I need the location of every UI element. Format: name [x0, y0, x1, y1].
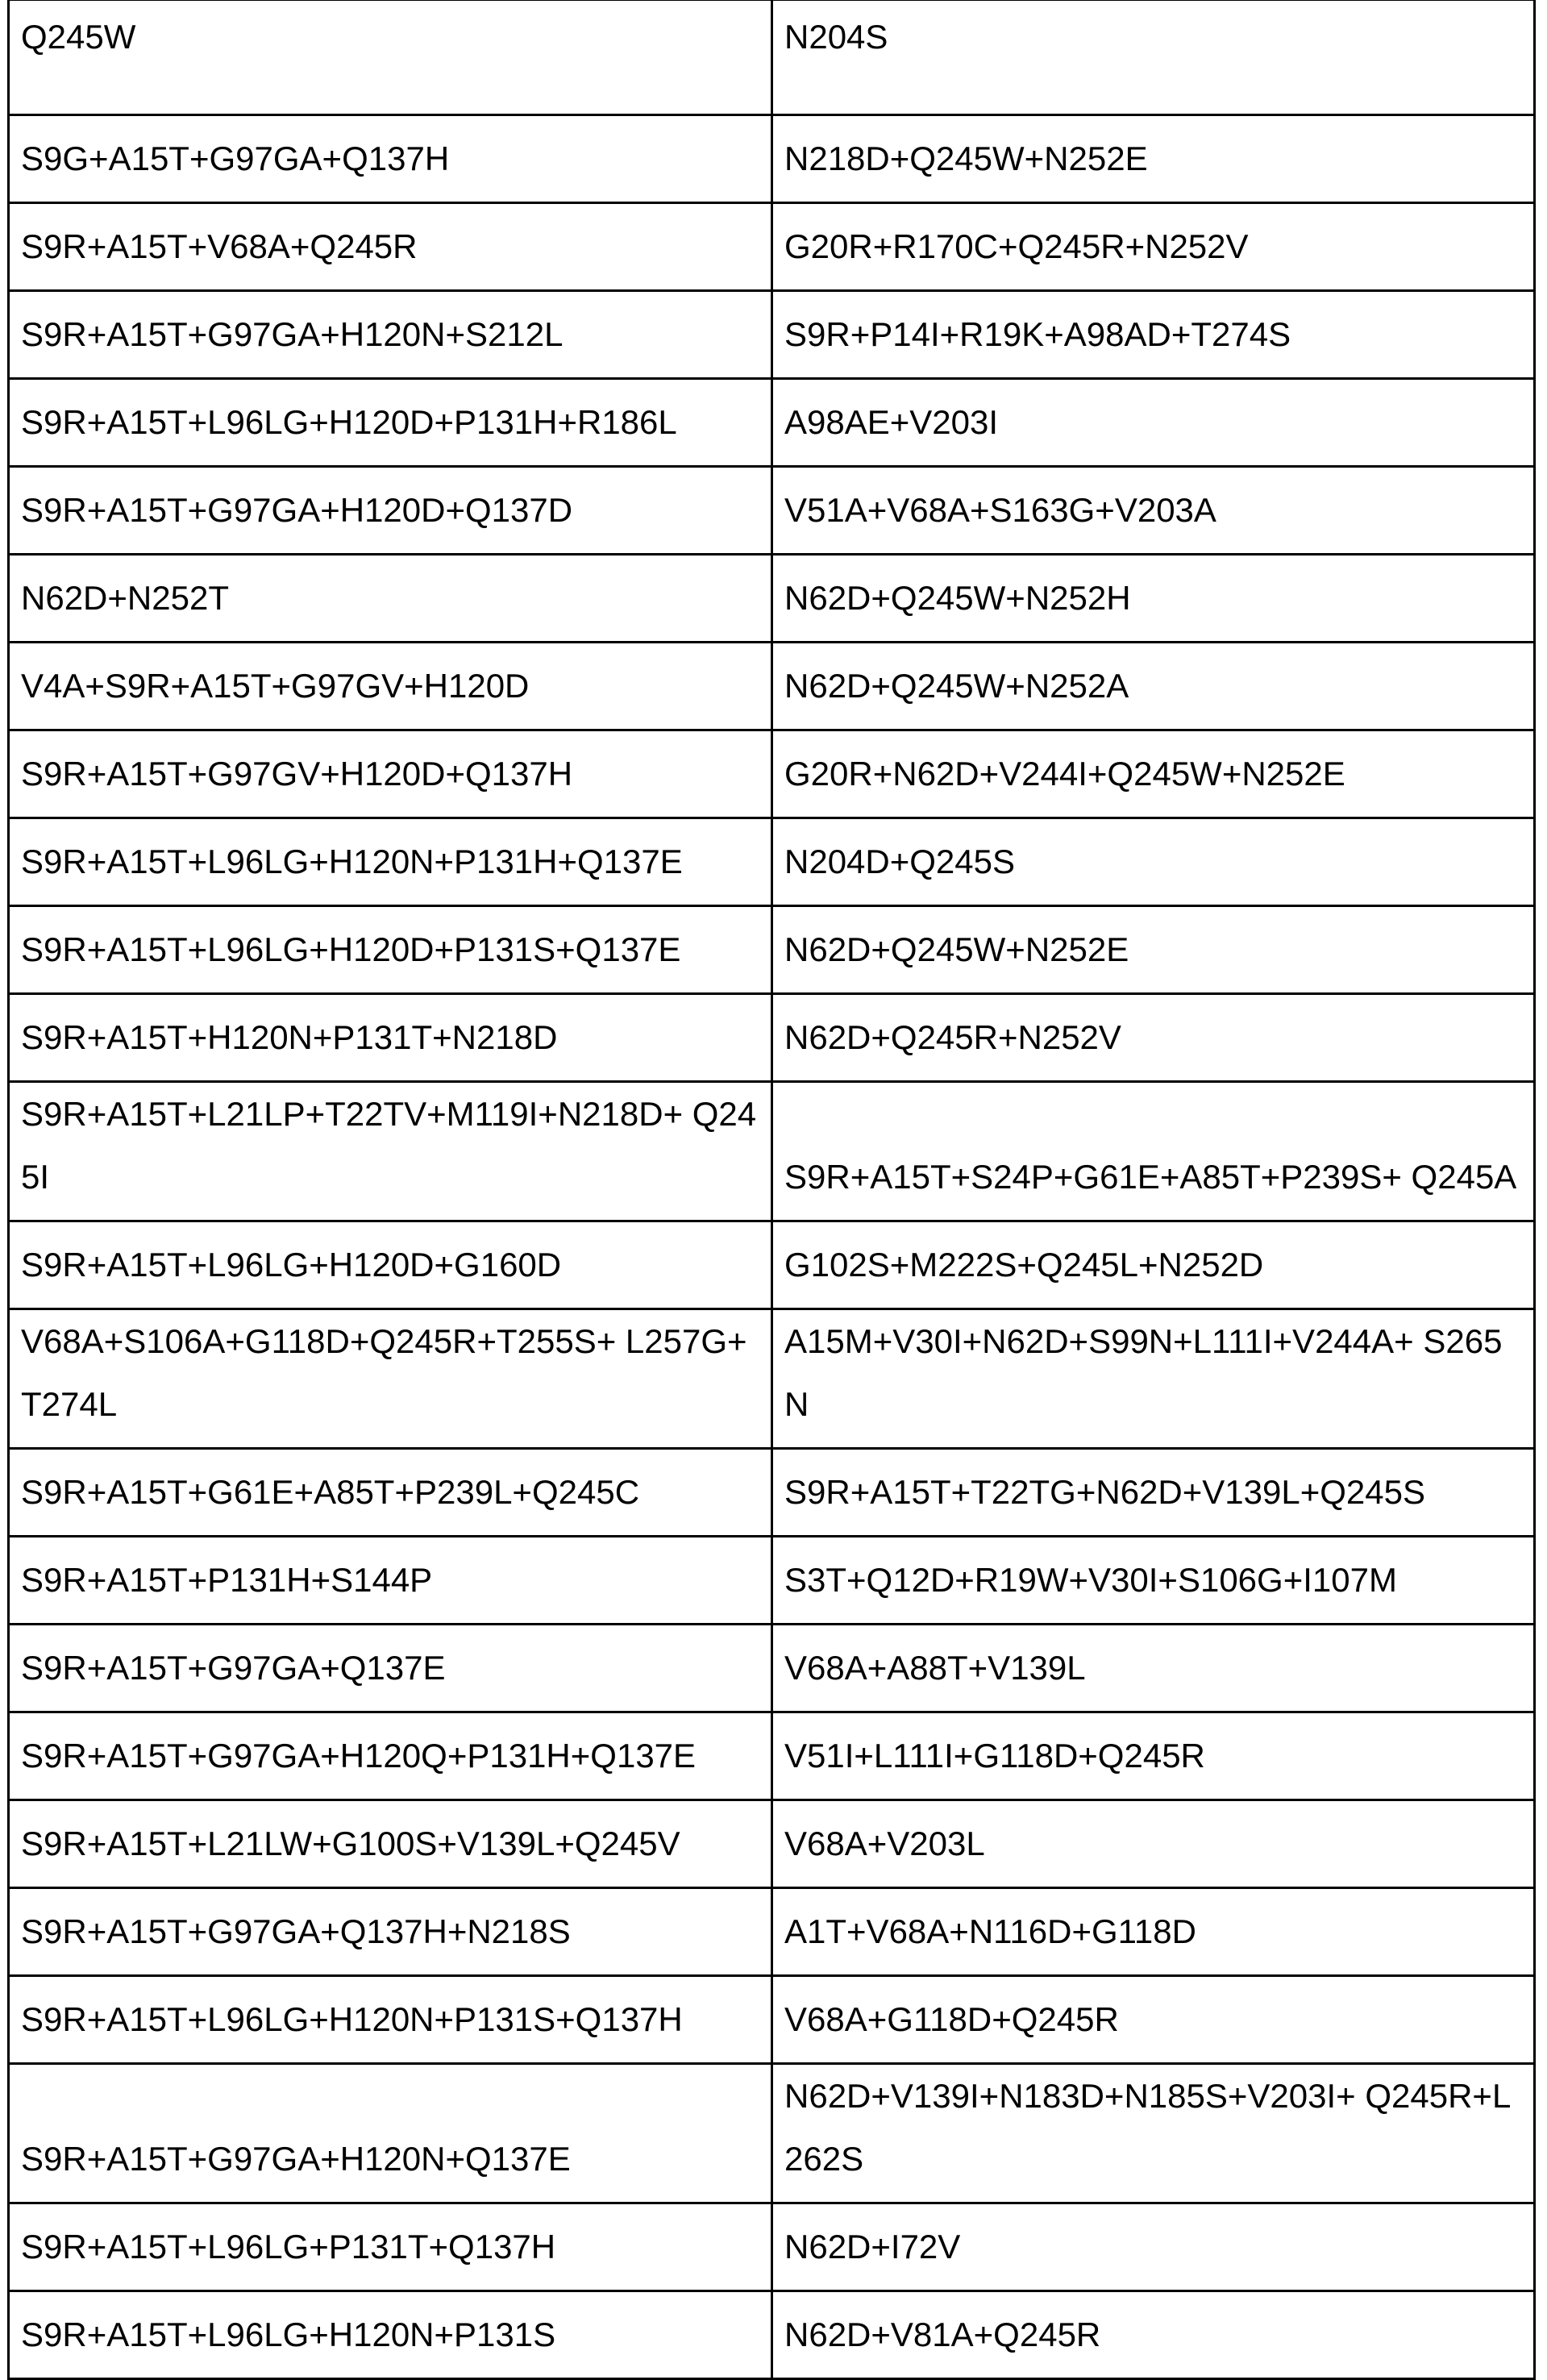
variant-cell-left: S9R+A15T+P131H+S144P — [9, 1537, 772, 1625]
table-row — [9, 1712, 1535, 1800]
variant-cell-right: S9R+A15T+T22TG+N62D+V139L+Q245S — [772, 1449, 1535, 1537]
variant-cell-right: A98AE+V203I — [772, 379, 1535, 467]
table-row — [9, 379, 1535, 467]
table-row — [9, 467, 1535, 555]
variant-cell-left: S9R+A15T+G97GA+H120N+Q137E — [9, 2064, 772, 2203]
table-row — [9, 1800, 1535, 1888]
table-row — [9, 906, 1535, 994]
variant-cell-right: G20R+R170C+Q245R+N252V — [772, 203, 1535, 291]
variant-cell-right: S9R+A15T+S24P+G61E+A85T+P239S+ Q245A — [772, 1082, 1535, 1221]
table-row — [9, 2064, 1535, 2203]
variant-cell-left: S9R+A15T+G97GV+H120D+Q137H — [9, 730, 772, 818]
table-row — [9, 291, 1535, 379]
variant-cell-right: G20R+N62D+V244I+Q245W+N252E — [772, 730, 1535, 818]
table-row — [9, 555, 1535, 643]
variant-cell-right: N62D+I72V — [772, 2203, 1535, 2291]
variant-cell-left: S9R+A15T+G97GA+Q137E — [9, 1625, 772, 1712]
table-row — [9, 1537, 1535, 1625]
table-row — [9, 643, 1535, 730]
variant-cell-right: V51A+V68A+S163G+V203A — [772, 467, 1535, 555]
variant-cell-right: V68A+A88T+V139L — [772, 1625, 1535, 1712]
variant-cell-left: S9R+A15T+G97GA+Q137H+N218S — [9, 1888, 772, 1976]
variant-cell-left: S9R+A15T+L96LG+H120N+P131S — [9, 2291, 772, 2379]
table-row — [9, 2291, 1535, 2379]
variant-cell-right: A15M+V30I+N62D+S99N+L111I+V244A+ S265N — [772, 1309, 1535, 1449]
table-row — [9, 730, 1535, 818]
mutation-table — [7, 0, 1536, 2380]
variant-cell-right: G102S+M222S+Q245L+N252D — [772, 1221, 1535, 1309]
variant-cell-left: S9R+A15T+L96LG+H120N+P131H+Q137E — [9, 818, 772, 906]
variant-cell-right: N204D+Q245S — [772, 818, 1535, 906]
table-row — [9, 818, 1535, 906]
variant-cell-right: V68A+V203L — [772, 1800, 1535, 1888]
variant-cell-left: S9R+A15T+G97GA+H120N+S212L — [9, 291, 772, 379]
table-row — [9, 1888, 1535, 1976]
variant-cell-right: N218D+Q245W+N252E — [772, 115, 1535, 203]
variant-cell-left: S9R+A15T+L96LG+H120D+P131H+R186L — [9, 379, 772, 467]
table-row — [9, 1309, 1535, 1449]
variant-cell-left: S9R+A15T+L96LG+P131T+Q137H — [9, 2203, 772, 2291]
variant-cell-left: Q245W — [9, 0, 772, 115]
variant-cell-right: N62D+V81A+Q245R — [772, 2291, 1535, 2379]
variant-cell-right: N62D+Q245W+N252E — [772, 906, 1535, 994]
variant-cell-right: S9R+P14I+R19K+A98AD+T274S — [772, 291, 1535, 379]
variant-cell-right: N62D+V139I+N183D+N185S+V203I+ Q245R+L262S — [772, 2064, 1535, 2203]
variant-cell-right: V51I+L111I+G118D+Q245R — [772, 1712, 1535, 1800]
variant-cell-left: S9R+A15T+L96LG+H120D+P131S+Q137E — [9, 906, 772, 994]
table-row — [9, 1082, 1535, 1221]
variant-cell-left: S9R+A15T+L96LG+H120N+P131S+Q137H — [9, 1976, 772, 2064]
table-row — [9, 2203, 1535, 2291]
variant-cell-left: S9R+A15T+L21LW+G100S+V139L+Q245V — [9, 1800, 772, 1888]
variant-cell-left: S9G+A15T+G97GA+Q137H — [9, 115, 772, 203]
table-row — [9, 1449, 1535, 1537]
variant-cell-left: S9R+A15T+G97GA+H120D+Q137D — [9, 467, 772, 555]
variant-cell-right: N62D+Q245R+N252V — [772, 994, 1535, 1082]
table-row — [9, 1221, 1535, 1309]
variant-cell-left: S9R+A15T+L21LP+T22TV+M119I+N218D+ Q245I — [9, 1082, 772, 1221]
table-row — [9, 1976, 1535, 2064]
table-row — [9, 115, 1535, 203]
variant-cell-left: S9R+A15T+V68A+Q245R — [9, 203, 772, 291]
variant-cell-left: N62D+N252T — [9, 555, 772, 643]
variant-cell-right: A1T+V68A+N116D+G118D — [772, 1888, 1535, 1976]
variant-cell-left: V4A+S9R+A15T+G97GV+H120D — [9, 643, 772, 730]
variant-cell-right: N62D+Q245W+N252A — [772, 643, 1535, 730]
variant-cell-left: S9R+A15T+G97GA+H120Q+P131H+Q137E — [9, 1712, 772, 1800]
variant-cell-left: S9R+A15T+H120N+P131T+N218D — [9, 994, 772, 1082]
table-row — [9, 203, 1535, 291]
table-row — [9, 0, 1535, 115]
variant-cell-right: N204S — [772, 0, 1535, 115]
variant-cell-right: N62D+Q245W+N252H — [772, 555, 1535, 643]
variant-cell-left: V68A+S106A+G118D+Q245R+T255S+ L257G+T274L — [9, 1309, 772, 1449]
variant-cell-right: S3T+Q12D+R19W+V30I+S106G+I107M — [772, 1537, 1535, 1625]
table-row — [9, 1625, 1535, 1712]
mutation-table-body — [9, 0, 1535, 2379]
table-row — [9, 994, 1535, 1082]
variant-cell-right: V68A+G118D+Q245R — [772, 1976, 1535, 2064]
variant-cell-left: S9R+A15T+G61E+A85T+P239L+Q245C — [9, 1449, 772, 1537]
variant-cell-left: S9R+A15T+L96LG+H120D+G160D — [9, 1221, 772, 1309]
